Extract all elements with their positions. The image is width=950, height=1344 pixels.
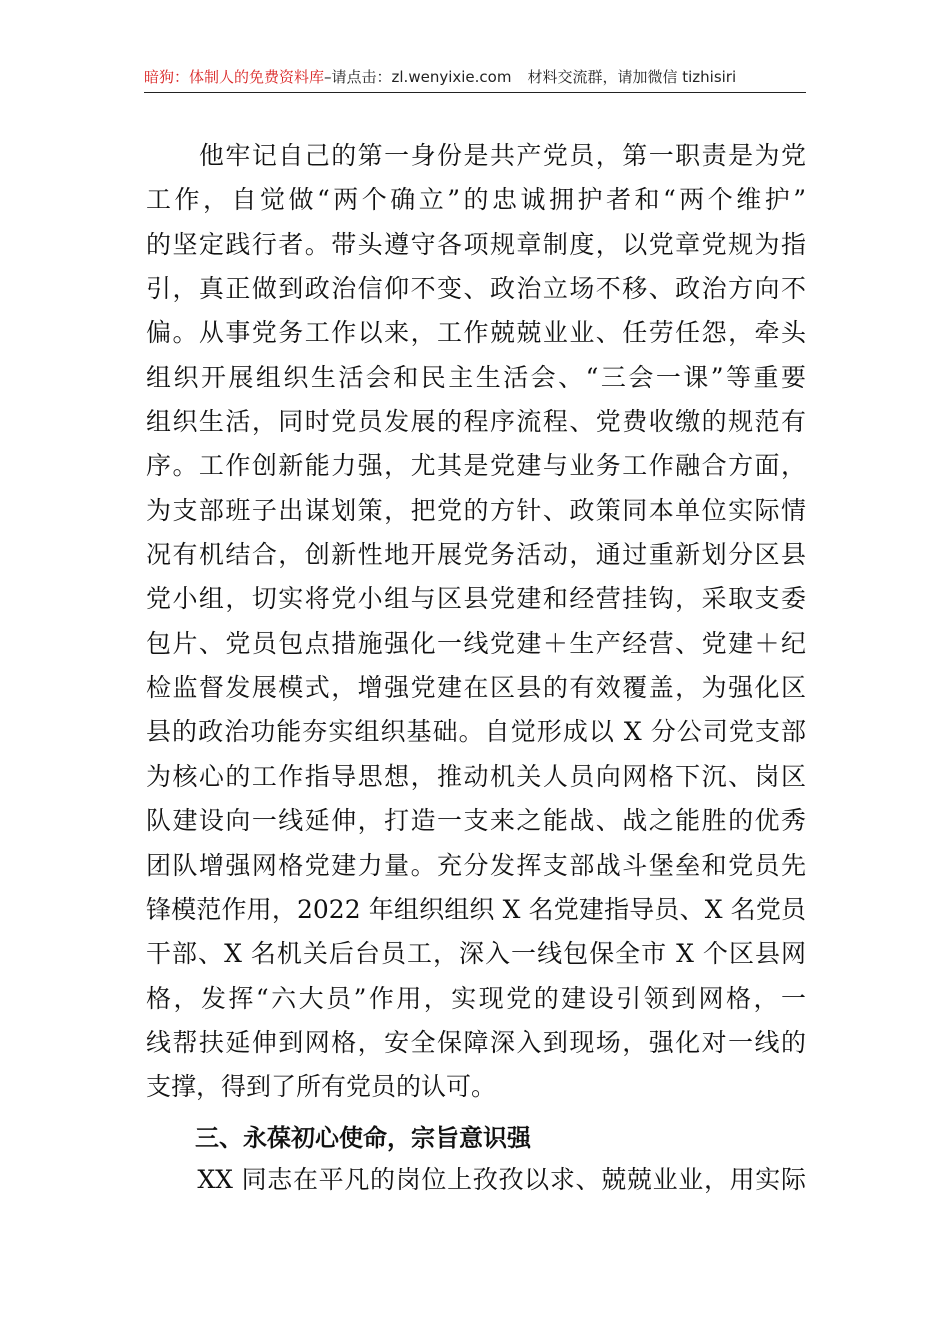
text-line: 序。工作创新能力强，尤其是党建与业务工作融合方面，	[146, 451, 806, 481]
text-line: 引，真正做到政治信仰不变、政治立场不移、政治方向不	[146, 274, 806, 304]
text-line: XX 同志在平凡的岗位上孜孜以求、兢兢业业，用实际	[146, 1165, 806, 1194]
text-line: 况有机结合，创新性地开展党务活动，通过重新划分区县	[146, 540, 806, 570]
header-url-link[interactable]: –请点击：zl.wenyixie.com	[324, 68, 512, 86]
text-line: 格，发挥“六大员”作用，实现党的建设引领到网格，一	[146, 983, 806, 1013]
text-line: 包片、党员包点措施强化一线党建＋生产经营、党建＋纪	[146, 628, 806, 658]
text-line: 队建设向一线延伸，打造一支来之能战、战之能胜的优秀	[146, 806, 806, 836]
text-line: 县的政治功能夯实组织基础。自觉形成以 X 分公司党支部	[146, 717, 806, 747]
section-heading-3: 三、永葆初心使命，宗旨意识强	[195, 1124, 531, 1152]
header-contact-text: 材料交流群，请加微信 tizhisiri	[527, 68, 737, 86]
body-paragraph-1	[146, 134, 806, 1110]
text-line: 为核心的工作指导思想，推动机关人员向网格下沉、岗区	[146, 761, 806, 791]
text-line: 干部、X 名机关后台员工，深入一线包保全市 X 个区县网	[146, 939, 806, 969]
page-header	[144, 62, 806, 93]
text-line: 线帮扶延伸到网格，安全保障深入到现场，强化对一线的	[146, 1027, 806, 1057]
text-line: 为支部班子出谋划策，把党的方针、政策同本单位实际情	[146, 495, 806, 525]
text-line: 组织生活，同时党员发展的程序流程、党费收缴的规范有	[146, 407, 806, 437]
header-brand-link[interactable]: 暗狗：体制人的免费资料库	[144, 68, 325, 86]
body-paragraph-2	[146, 1158, 806, 1202]
text-line: 他牢记自己的第一身份是共产党员，第一职责是为党	[146, 141, 806, 170]
text-line: 偏。从事党务工作以来，工作兢兢业业、任劳任怨，牵头	[146, 318, 806, 348]
text-line: 团队增强网格党建力量。充分发挥支部战斗堡垒和党员先	[146, 850, 806, 880]
text-line: 的坚定践行者。带头遵守各项规章制度，以党章党规为指	[146, 229, 806, 259]
text-line: 工作，自觉做“两个确立”的忠诚拥护者和“两个维护”	[146, 185, 806, 215]
text-line: 检监督发展模式，增强党建在区县的有效覆盖，为强化区	[146, 673, 806, 703]
text-line: 组织开展组织生活会和民主生活会、“三会一课”等重要	[146, 362, 806, 392]
text-line: 锋模范作用，2022 年组织组织 X 名党建指导员、X 名党员	[146, 894, 806, 924]
text-line: 支撑，得到了所有党员的认可。	[146, 1072, 497, 1102]
text-line: 党小组，切实将党小组与区县党建和经营挂钩，采取支委	[146, 584, 806, 614]
